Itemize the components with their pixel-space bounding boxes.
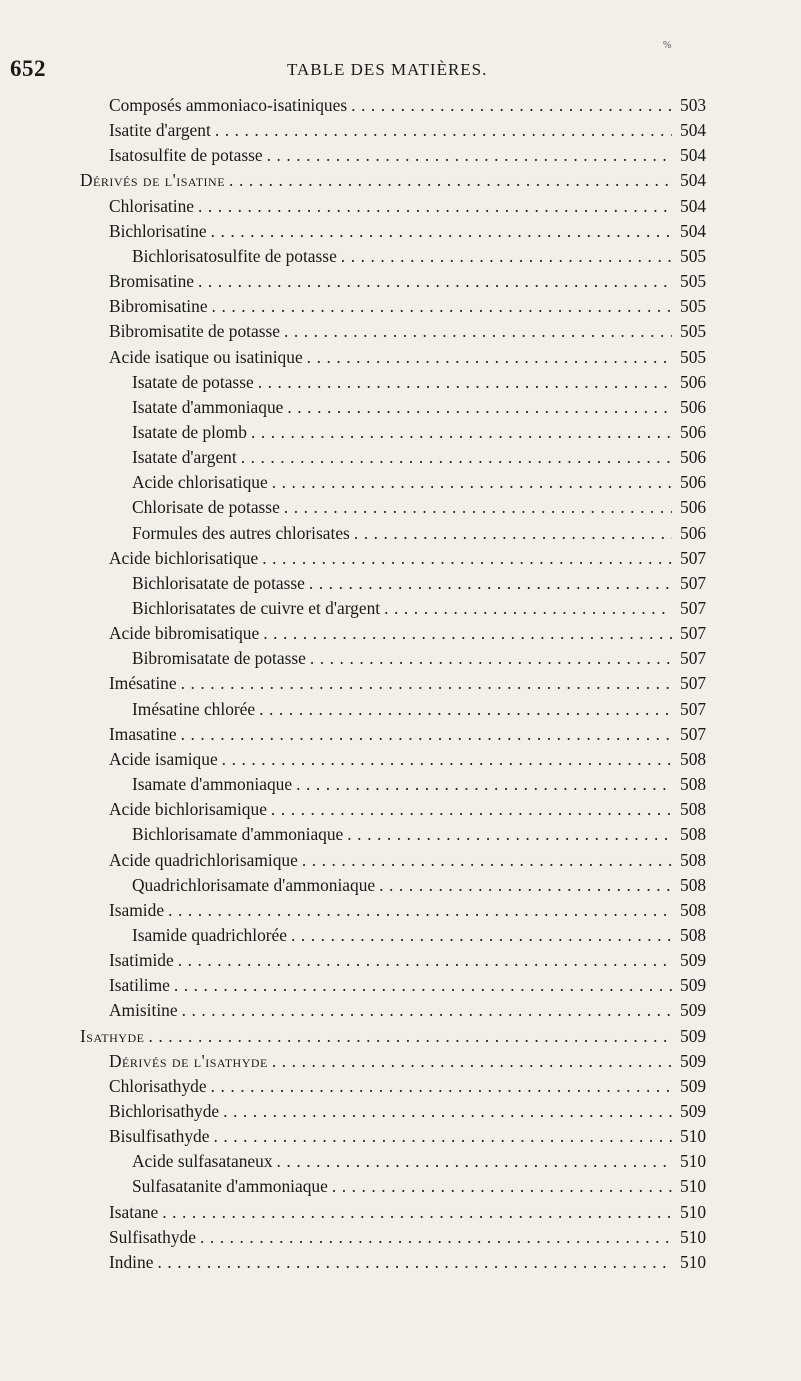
dot-leader	[222, 747, 672, 772]
toc-entry-title: Bibromisatite de potasse	[109, 321, 280, 342]
toc-entry-title: Acide chlorisatique	[132, 472, 268, 493]
toc-entry	[0, 143, 801, 168]
toc-entry-page: 509	[680, 975, 707, 996]
toc-entry-page: 509	[680, 1025, 707, 1046]
toc-entry	[0, 898, 801, 923]
toc-entry-title: Sulfasatanite d'ammoniaque	[132, 1176, 328, 1197]
dot-leader	[277, 1149, 672, 1174]
dot-leader	[211, 1074, 672, 1099]
toc-entry-title: Isamide	[109, 899, 165, 920]
dot-leader	[296, 772, 672, 797]
toc-entry-title: Amisitine	[109, 1000, 178, 1021]
toc-entry	[0, 797, 801, 822]
toc-entry	[0, 345, 801, 370]
toc-entry	[0, 571, 801, 596]
dot-leader	[213, 1124, 672, 1149]
toc-entry-title: Indine	[109, 1251, 154, 1272]
toc-entry-page: 507	[680, 723, 707, 744]
toc-entry-page: 509	[680, 1050, 707, 1071]
toc-entry-title: Chlorisatine	[109, 195, 195, 216]
toc-entry-page: 510	[680, 1176, 707, 1197]
toc-entry-title: Isatilime	[109, 975, 170, 996]
toc-entry-page: 510	[680, 1201, 707, 1222]
toc-entry-title: Bromisatine	[109, 271, 195, 292]
toc-entry-page: 504	[680, 170, 707, 191]
toc-entry	[0, 596, 801, 621]
toc-entry-page: 508	[680, 824, 707, 845]
toc-entry-page: 508	[680, 874, 707, 895]
toc-entry-title: Isatimide	[109, 950, 174, 971]
dot-leader	[181, 671, 672, 696]
toc-entry-title: Bichlorisatate de potasse	[132, 572, 305, 593]
toc-entry-page: 510	[680, 1126, 707, 1147]
dot-leader	[351, 93, 672, 118]
toc-entry-page: 504	[680, 195, 707, 216]
toc-entry-page: 507	[680, 572, 707, 593]
toc-entry-page: 509	[680, 950, 707, 971]
toc-entry-page: 509	[680, 1101, 707, 1121]
toc-entry-page: 507	[680, 598, 707, 618]
toc-entry	[0, 470, 801, 495]
toc-entry-title: Isatate de potasse	[132, 371, 254, 392]
toc-entry-title: Isathyde	[80, 1025, 145, 1046]
toc-entry	[0, 395, 801, 420]
toc-entry-page: 506	[680, 447, 707, 468]
toc-entry-page: 506	[680, 472, 707, 493]
toc-entry	[0, 646, 801, 671]
toc-entry	[0, 294, 801, 319]
dot-leader	[178, 948, 672, 973]
toc-entry-title: Imasatine	[109, 723, 177, 744]
toc-entry-page: 505	[680, 296, 707, 317]
toc-entry-title: Dérivés de l'isathyde	[109, 1050, 268, 1071]
toc-entry-page: 508	[680, 849, 707, 870]
toc-entry-page: 507	[680, 698, 707, 719]
toc-entry-page: 507	[680, 673, 707, 694]
toc-entry	[0, 1200, 801, 1225]
toc-entry	[0, 1225, 801, 1250]
toc-entry	[0, 1174, 801, 1199]
dot-leader	[291, 923, 672, 948]
dot-leader	[347, 822, 672, 847]
toc-entry	[0, 118, 801, 143]
toc-entry-page: 507	[680, 648, 707, 669]
toc-entry	[0, 521, 801, 546]
toc-entry	[0, 1099, 801, 1124]
dot-leader	[310, 646, 672, 671]
toc-entry	[0, 244, 801, 269]
toc-entry-title: Bibromisatate de potasse	[132, 648, 306, 669]
toc-entry-title: Bisulfisathyde	[109, 1126, 210, 1147]
page-header	[0, 56, 801, 86]
dot-leader	[223, 1099, 672, 1124]
toc-entry	[0, 319, 801, 344]
toc-entry	[0, 194, 801, 219]
dot-leader	[354, 521, 672, 546]
toc-entry	[0, 1124, 801, 1149]
dot-leader	[271, 797, 672, 822]
dot-leader	[287, 395, 672, 420]
toc-entry-page: 506	[680, 396, 707, 417]
toc-entry-page: 508	[680, 924, 707, 945]
toc-entry	[0, 1149, 801, 1174]
toc-entry-page: 504	[680, 145, 707, 166]
dot-leader	[198, 269, 672, 294]
toc-entry-page: 506	[680, 522, 707, 543]
toc-entry	[0, 848, 801, 873]
toc-entry	[0, 93, 801, 118]
toc-entry	[0, 219, 801, 244]
toc-entry	[0, 370, 801, 395]
toc-entry	[0, 445, 801, 470]
toc-entry-title: Acide bibromisatique	[109, 623, 260, 644]
toc-entry-title: Dérivés de l'isatine	[80, 170, 226, 191]
dot-leader	[198, 194, 672, 219]
toc-entry-title: Isamate d'ammoniaque	[132, 774, 293, 795]
dot-leader	[162, 1200, 672, 1225]
dot-leader	[229, 168, 672, 193]
toc-entry-title: Imésatine	[109, 673, 177, 694]
toc-entry	[0, 697, 801, 722]
toc-entry-title: Acide isamique	[109, 748, 218, 769]
toc-entry-page: 504	[680, 220, 707, 241]
toc-entry-title: Isatate d'argent	[132, 447, 237, 468]
toc-entry	[0, 1250, 801, 1275]
toc-entry-title: Acide bichlorisamique	[109, 799, 267, 820]
toc-entry-title: Imésatine chlorée	[132, 698, 256, 719]
toc-entry-page: 504	[680, 120, 707, 141]
toc-entry-title: Isamide quadrichlorée	[132, 924, 287, 945]
dot-leader	[267, 143, 672, 168]
toc-entry-page: 510	[680, 1251, 707, 1272]
toc-entry-page: 506	[680, 497, 707, 518]
dot-leader	[200, 1225, 672, 1250]
running-title: TABLE DES MATIÈRES.	[287, 60, 488, 79]
toc-entry	[0, 722, 801, 747]
toc-entry-page: 508	[680, 899, 707, 920]
toc-entry	[0, 671, 801, 696]
toc-entry-title: Acide bichlorisatique	[109, 547, 259, 568]
toc-entry	[0, 998, 801, 1023]
page-mark: %	[663, 40, 672, 51]
toc-entry	[0, 948, 801, 973]
dot-leader	[148, 1024, 672, 1049]
toc-entry-title: Bichlorisatosulfite de potasse	[132, 245, 337, 266]
dot-leader	[384, 596, 672, 621]
dot-leader	[157, 1250, 672, 1275]
dot-leader	[272, 1049, 672, 1074]
dot-leader	[307, 345, 672, 370]
toc-entry	[0, 923, 801, 948]
dot-leader	[211, 219, 672, 244]
dot-leader	[259, 697, 672, 722]
toc-entry-title: Acide quadrichlorisamique	[109, 849, 298, 870]
toc-entry-page: 508	[680, 799, 707, 820]
toc-entry-page: 505	[680, 346, 707, 367]
toc-entry	[0, 772, 801, 797]
toc-entry	[0, 621, 801, 646]
toc-entry-title: Acide sulfasataneux	[132, 1151, 273, 1172]
toc-entry-title: Isatate de plomb	[132, 421, 247, 442]
toc-entry-title: Bichlorisatates de cuivre et d'argent	[132, 598, 381, 618]
toc-entry	[0, 1024, 801, 1049]
toc-entry-page: 506	[680, 371, 707, 392]
toc-entry-title: Sulfisathyde	[109, 1226, 196, 1247]
page-number: 652	[10, 56, 46, 81]
dot-leader	[302, 848, 672, 873]
dot-leader	[215, 118, 672, 143]
toc-entry-title: Isatate d'ammoniaque	[132, 396, 284, 417]
toc-entry-title: Bichlorisamate d'ammoniaque	[132, 824, 344, 845]
toc-entry	[0, 495, 801, 520]
toc-entry-title: Composés ammoniaco-isatiniques	[109, 95, 348, 115]
dot-leader	[284, 495, 672, 520]
toc-entry-title: Bichlorisatine	[109, 220, 207, 241]
toc-entry-page: 505	[680, 245, 707, 266]
toc-entry	[0, 873, 801, 898]
toc-entry	[0, 269, 801, 294]
dot-leader	[181, 722, 672, 747]
toc-entry-page: 509	[680, 1075, 707, 1096]
toc-entry-title: Chlorisathyde	[109, 1075, 207, 1096]
dot-leader	[284, 319, 672, 344]
dot-leader	[309, 571, 672, 596]
dot-leader	[212, 294, 672, 319]
toc-entry-title: Bibromisatine	[109, 296, 208, 317]
dot-leader	[263, 621, 672, 646]
dot-leader	[241, 445, 672, 470]
toc-entry-title: Acide isatique ou isatinique	[109, 346, 303, 367]
dot-leader	[379, 873, 672, 898]
toc-entry	[0, 1049, 801, 1074]
toc-entry-title: Isatosulfite de potasse	[109, 145, 263, 166]
toc-entry	[0, 168, 801, 193]
dot-leader	[258, 370, 672, 395]
toc-entry	[0, 546, 801, 571]
toc-entry-page: 509	[680, 1000, 707, 1021]
toc-entry-page: 505	[680, 271, 707, 292]
toc-entry-page: 503	[680, 95, 707, 115]
toc-entry-title: Formules des autres chlorisates	[132, 522, 350, 543]
dot-leader	[341, 244, 672, 269]
toc-entry-title: Bichlorisathyde	[109, 1101, 220, 1121]
toc-entry-title: Chlorisate de potasse	[132, 497, 280, 518]
toc-entry-page: 510	[680, 1151, 707, 1172]
toc-entry-page: 507	[680, 623, 707, 644]
dot-leader	[272, 470, 672, 495]
dot-leader	[174, 973, 672, 998]
toc-entry	[0, 1074, 801, 1099]
toc-entry-page: 508	[680, 774, 707, 795]
toc-entry	[0, 420, 801, 445]
dot-leader	[332, 1174, 672, 1199]
toc-entry-title: Isatite d'argent	[109, 120, 211, 141]
toc-entry-page: 505	[680, 321, 707, 342]
toc-entry-page: 508	[680, 748, 707, 769]
toc-entry-title: Isatane	[109, 1201, 159, 1222]
dot-leader	[251, 420, 672, 445]
toc-entry-title: Quadrichlorisamate d'ammoniaque	[132, 874, 376, 895]
dot-leader	[182, 998, 672, 1023]
dot-leader	[168, 898, 672, 923]
toc-entry	[0, 973, 801, 998]
toc-entry-page: 510	[680, 1226, 707, 1247]
toc-entry-page: 507	[680, 547, 707, 568]
toc-entry-page: 506	[680, 421, 707, 442]
toc-entry	[0, 747, 801, 772]
toc-entry	[0, 822, 801, 847]
dot-leader	[262, 546, 672, 571]
